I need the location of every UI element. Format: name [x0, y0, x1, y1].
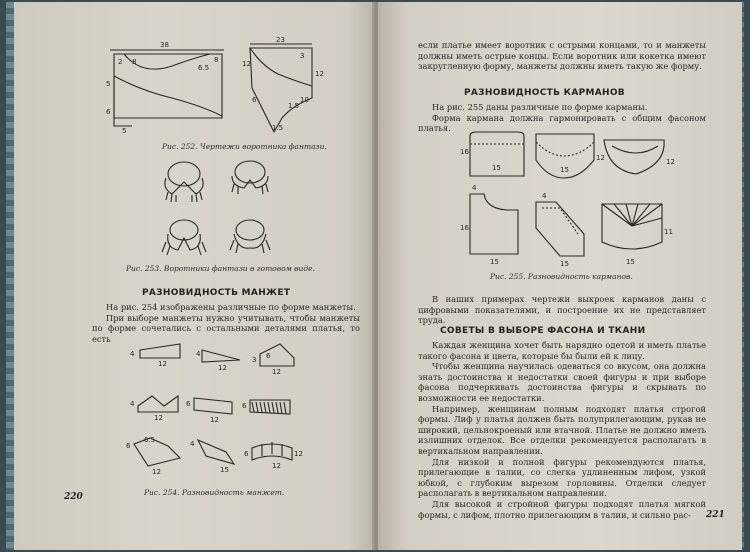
- pocket-draft: [536, 192, 584, 268]
- svg-text:12: 12: [158, 360, 167, 368]
- dim-label: 2: [118, 58, 123, 66]
- svg-text:12: 12: [218, 364, 227, 372]
- page-number-right: 221: [706, 510, 725, 520]
- svg-text:12: 12: [596, 154, 605, 162]
- pocket-draft: [536, 134, 605, 178]
- svg-text:15: 15: [492, 164, 501, 172]
- svg-text:6: 6: [266, 352, 271, 360]
- svg-text:15: 15: [626, 258, 635, 266]
- book-cover-edge-left: [6, 2, 14, 550]
- cuff-draft: [244, 442, 303, 470]
- dim-label: 1.5: [288, 102, 300, 110]
- cuff-draft: [196, 350, 240, 372]
- paragraph: Для высокой и стройной фигуры подходят платья мягкой формы, с лифом, плотно прилегающим в талии, и сильно рас-: [418, 498, 706, 520]
- section-heading-pockets: РАЗНОВИДНОСТЬ КАРМАНОВ: [464, 88, 625, 98]
- cuff-draft: [126, 436, 180, 476]
- dim-label: 6: [252, 96, 257, 104]
- svg-text:16: 16: [460, 224, 469, 232]
- figure-252-collar-drafts: [102, 36, 332, 136]
- svg-text:4: 4: [130, 350, 135, 358]
- svg-text:12: 12: [666, 158, 675, 166]
- paragraph: На рис. 255 даны различные по форме карманы.: [432, 102, 648, 112]
- page-number-left: 220: [64, 492, 83, 502]
- cuff-draft: [186, 398, 232, 424]
- section-heading-advice: СОВЕТЫ В ВЫБОРЕ ФАСОНА И ТКАНИ: [440, 326, 646, 336]
- dim-label: 12: [315, 70, 324, 78]
- collar-outer-edge: [114, 76, 222, 116]
- figure-253-collars: [152, 152, 282, 262]
- figure-254-cuffs: [122, 336, 322, 476]
- svg-text:15: 15: [490, 258, 499, 266]
- collar-illustration: [162, 220, 206, 255]
- figure-252-caption: Рис. 252. Чертежи воротника фантази.: [162, 142, 327, 151]
- cuff-draft: [252, 344, 294, 376]
- paragraph: На рис. 254 изображены различные по форме манжеты.: [106, 302, 356, 312]
- pocket-draft: [460, 184, 518, 266]
- dim-label: 8: [132, 58, 137, 66]
- dim-label: 5: [122, 127, 127, 135]
- paragraph: При выборе манжеты нужно учитывать, чтобы манжеты по форме сочетались с остальными деталями платья, то есть: [92, 312, 360, 344]
- paragraph: Чтобы женщина научилась одеваться со вкусом, она должна знать достоинства и недостатки своей фигуры и при выборе фасона подчеркивать достоинства фигуры и скрывать по возможности ее недостатки.: [418, 361, 706, 403]
- paragraph: если платье имеет воротник с острыми концами, то и манжеты должны иметь острые концы. Если воротник или кокетка имеют закругленную форму, манжеты должны иметь такую же форму.: [418, 40, 706, 72]
- collar-illustration: [232, 161, 268, 194]
- svg-text:12: 12: [152, 468, 161, 476]
- figure-254-caption: Рис. 254. Разновидность манжет.: [144, 488, 285, 497]
- figure-255-pockets: [456, 130, 686, 270]
- dim-label: 38: [160, 41, 169, 49]
- svg-text:4: 4: [542, 192, 547, 200]
- svg-text:6: 6: [186, 400, 191, 408]
- right-page: [378, 2, 742, 550]
- dim-label: 5: [106, 80, 111, 88]
- left-page: [14, 2, 376, 550]
- open-book: [6, 2, 744, 550]
- svg-text:4: 4: [190, 440, 195, 448]
- svg-text:6: 6: [244, 450, 249, 458]
- pocket-draft: [604, 140, 675, 174]
- after-figure-text: [418, 294, 706, 326]
- pocket-draft: [460, 132, 524, 176]
- section-heading-cuffs: РАЗНОВИДНОСТЬ МАНЖЕТ: [142, 288, 291, 298]
- dim-label: 3: [300, 52, 305, 60]
- svg-text:15: 15: [220, 466, 229, 474]
- svg-text:6: 6: [242, 402, 247, 410]
- dim-label: 23: [276, 36, 285, 44]
- paragraph: В наших примерах чертежи выкроек карманов даны с цифровыми показателями, и построение их не представляет труда.: [418, 294, 706, 326]
- svg-text:3: 3: [252, 356, 257, 364]
- svg-text:12: 12: [154, 414, 163, 422]
- paragraph: Для низкой и полной фигуры рекомендуются платья, прилегающие в талии, со слегка удлиненным лифом, узкой юбкой, с глубоким вырезом горловины. Отделки следует располагать в вертикальном направлении.: [418, 456, 706, 499]
- dim-label: 1.5: [272, 124, 284, 132]
- cuff-draft: [130, 396, 178, 422]
- paragraph: Например, женщинам полным подходят платья строгой формы. Лиф у платья должен быть полуприлегающим, рукав не широкий, цельнокроеный или втачной. Платье не должно иметь излишних отделок. Все отделки рекомендуется располагать в вертикальном направлении.: [418, 403, 706, 456]
- continuation-text: [418, 40, 706, 72]
- collar-illustration: [230, 220, 270, 253]
- figure-255-caption: Рис. 255. Разновидность карманов.: [490, 272, 633, 281]
- svg-text:12: 12: [294, 450, 303, 458]
- svg-text:12: 12: [272, 462, 281, 470]
- paragraph: Каждая женщина хочет быть нарядно одетой и иметь платье такого фасона и цвета, которые бы были ей к лицу.: [418, 340, 706, 361]
- svg-text:12: 12: [272, 368, 281, 376]
- svg-text:11: 11: [664, 228, 673, 236]
- pocket-draft: [602, 204, 673, 266]
- cuff-draft: [242, 400, 290, 414]
- svg-text:6: 6: [126, 442, 131, 450]
- svg-text:4: 4: [196, 350, 201, 358]
- svg-text:6.5: 6.5: [144, 436, 156, 444]
- figure-253-caption: Рис. 253. Воротники фантази в готовом виде.: [126, 264, 315, 273]
- dim-label: 12: [242, 60, 251, 68]
- advice-text: [418, 340, 706, 520]
- svg-text:4: 4: [130, 400, 135, 408]
- svg-text:12: 12: [210, 416, 219, 424]
- pockets-text: [418, 102, 706, 134]
- dim-label: 10: [300, 96, 309, 104]
- dim-label: 8: [214, 56, 219, 64]
- cuff-draft: [130, 344, 180, 368]
- cuff-draft: [190, 440, 234, 474]
- collar-illustration: [165, 162, 203, 202]
- dim-label: 6: [106, 108, 111, 116]
- paragraph: Форма кармана должна гармонировать с общим фасоном платья.: [418, 112, 706, 134]
- svg-text:15: 15: [560, 260, 569, 268]
- svg-text:4: 4: [472, 184, 477, 192]
- dim-label: 6.5: [198, 64, 210, 72]
- svg-text:15: 15: [560, 166, 569, 174]
- svg-text:16: 16: [460, 148, 469, 156]
